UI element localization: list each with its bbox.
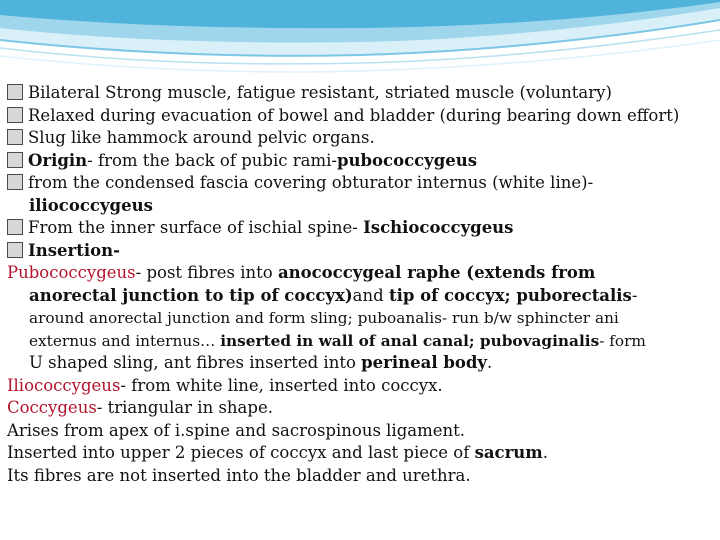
inserted-line	[7, 442, 713, 465]
bullet-line-origin	[7, 150, 713, 173]
iliococcygeus-term: iliococcygeus	[29, 195, 153, 215]
sacrum-term: sacrum	[474, 443, 543, 462]
bold-text: inserted in wall of anal canal; pubovaginalis	[220, 331, 600, 350]
body-text: .	[542, 443, 549, 462]
body-text: Inserted into upper 2 pieces of coccyx and last piece of	[7, 443, 475, 462]
bold-text: tip of coccyx; puborectalis	[388, 285, 632, 305]
coccygeus-label: Coccygeus	[7, 398, 97, 417]
coccygeus-line	[7, 397, 713, 420]
ischiococcygeus-term: Ischiococcygeus	[363, 218, 514, 237]
bullet-text: - from the back of pubic rami-	[87, 150, 337, 170]
pubococcygeus-line-5	[7, 352, 713, 375]
bullet-line-fascia	[7, 172, 713, 195]
pubococcygeus-label: Pubococcygeus	[7, 263, 136, 282]
bullet-line-fascia-continued	[7, 195, 713, 218]
bullet-text: Slug like hammock around pelvic organs.	[28, 128, 375, 147]
bullet-square-icon	[7, 84, 23, 100]
body-text: - from white line, inserted into coccyx.	[120, 375, 443, 395]
body-text: .	[487, 353, 493, 372]
bullet-text: from the condensed fascia covering obturator internus (white line)-	[28, 173, 594, 192]
iliococcygeus-label: Iliococcygeus	[7, 375, 121, 395]
body-text: Its fibres are not inserted into the bladder and urethra.	[7, 465, 471, 485]
body-text: around anorectal junction and form sling; puboanalis- run b/w sphincter ani	[29, 309, 619, 327]
body-text: - form	[599, 331, 646, 350]
bullet-square-icon	[7, 219, 23, 235]
bullet-text: From the inner surface of ischial spine-	[28, 218, 364, 237]
insertion-label: Insertion-	[28, 240, 120, 260]
bullet-text: Bilateral Strong muscle, fatigue resistant, striated muscle (voluntary)	[28, 83, 612, 102]
body-text: - triangular in shape.	[96, 398, 273, 417]
bullet-line-bilateral	[7, 82, 713, 105]
body-text: - post fibres into	[135, 263, 278, 282]
bold-text: anorectal junction to tip of coccyx)	[29, 285, 353, 305]
pubococcygeus-line-4	[7, 330, 713, 353]
body-text: and	[352, 285, 389, 305]
body-text: Arises from apex of i.spine and sacrospinous ligament.	[7, 420, 466, 440]
pubococcygeus-term: pubococcygeus	[336, 150, 478, 170]
bullet-square-icon	[7, 242, 23, 258]
bullet-text: Relaxed during evacuation of bowel and bladder (during bearing down effort)	[28, 105, 680, 125]
slide-body	[7, 82, 713, 487]
arises-line	[7, 420, 713, 443]
bullet-line-slug	[7, 127, 713, 150]
origin-label: Origin	[28, 150, 88, 170]
bullet-square-icon	[7, 107, 23, 123]
body-text: externus and internus…	[29, 331, 221, 350]
bullet-line-ischial	[7, 217, 713, 240]
header-wave-decoration	[0, 0, 720, 80]
body-text: U shaped sling, ant fibres inserted into	[29, 353, 362, 372]
pubococcygeus-line	[7, 262, 713, 285]
perineal-body-term: perineal body	[361, 353, 488, 372]
fibres-line	[7, 465, 713, 488]
bold-text: anococcygeal raphe (extends from	[277, 263, 596, 282]
body-text: -	[631, 285, 638, 305]
bullet-square-icon	[7, 152, 23, 168]
iliococcygeus-line	[7, 375, 713, 398]
pubococcygeus-line-2	[7, 285, 713, 308]
bullet-square-icon	[7, 174, 23, 190]
bullet-square-icon	[7, 129, 23, 145]
pubococcygeus-line-3	[7, 307, 713, 330]
bullet-line-relaxed	[7, 105, 713, 128]
bullet-line-insertion	[7, 240, 713, 263]
